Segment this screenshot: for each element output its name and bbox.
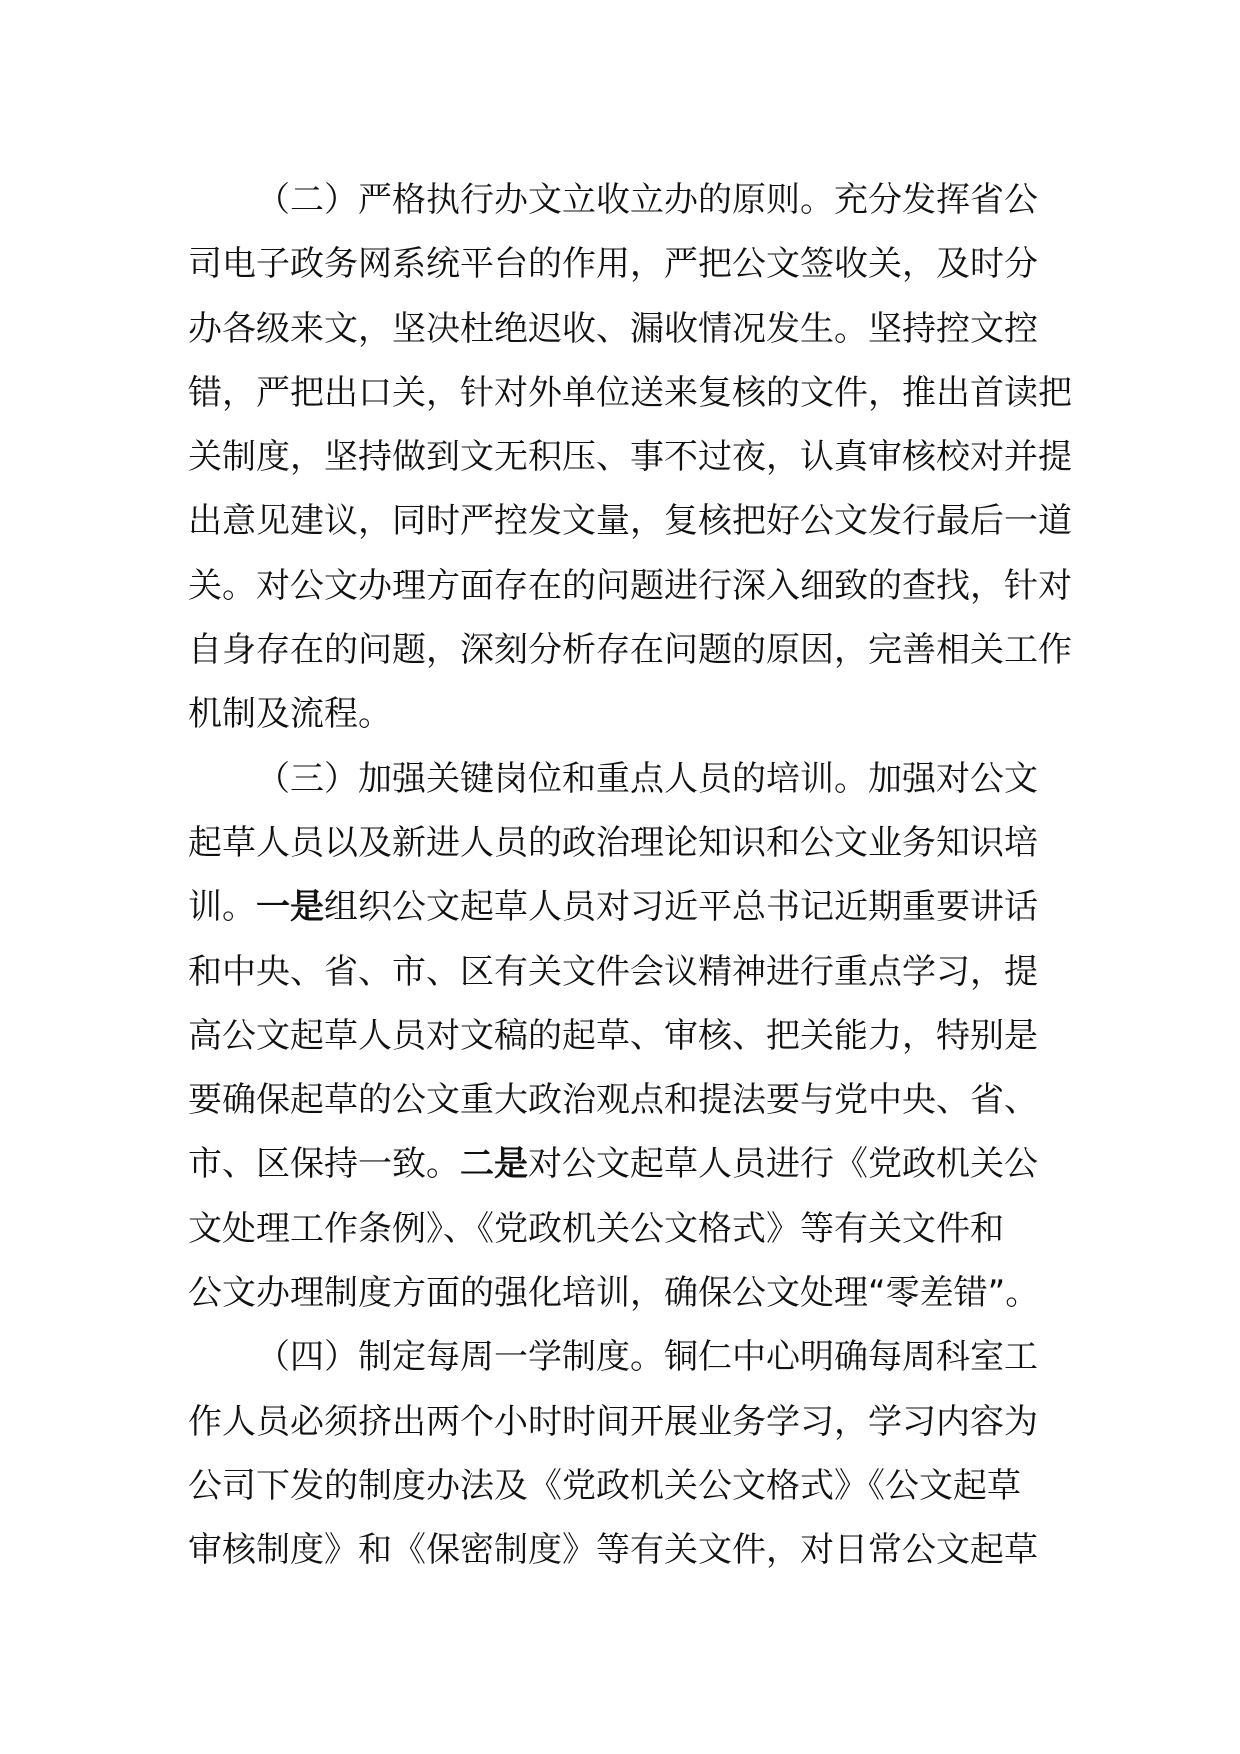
paragraph-line [188,297,1052,361]
line-text: 市、区保持一致。 [188,1144,460,1185]
paragraph-line [188,811,1052,875]
line-text: 公司下发的制度办法及《党政机关公文格式》《公文起草 [188,1465,1021,1506]
paragraph-line [188,875,1052,939]
line-text: （四）制定每周一学制度。铜仁中心明确每周科室工 [256,1337,1038,1378]
paragraph-line [188,618,1072,682]
paragraph [188,168,1072,747]
line-text: 关。对公文办理方面存在的问题进行深入细致的查找，针对 [188,565,1072,606]
paragraph [188,1325,1052,1582]
line-text: 出意见建议，同时严控发文量，复核把好公文发行最后一道 [188,501,1072,542]
line-text: 训。 [188,887,256,928]
paragraph-line [188,361,1072,425]
line-text: 关制度，坚持做到文无积压、事不过夜，认真审核校对并提 [188,437,1072,478]
paragraph-first-line [188,747,1052,811]
paragraph-first-line [188,168,1052,232]
line-text: 自身存在的问题，深刻分析存在问题的原因，完善相关工作 [188,630,1072,671]
line-text: 高公文起草人员对文稿的起草、审核、把关能力，特别是 [188,1015,1038,1056]
paragraph-line [188,554,1072,618]
paragraph-line [188,1518,1052,1582]
line-text: 公文办理制度方面的强化培训，确保公文处理“零差错”。 [188,1273,1040,1314]
line-text: （二）严格执行办文立收立办的原则。充分发挥省公 [256,180,1038,220]
line-text: 和中央、省、市、区有关文件会议精神进行重点学习，提 [188,951,1038,992]
line-text: 作人员必须挤出两个小时时间开展业务学习，学习内容为 [188,1401,1038,1442]
line-text: 审核制度》和《保密制度》等有关文件，对日常公文起草 [188,1530,1038,1571]
paragraph-line [188,1197,1052,1261]
paragraph-line [188,1132,1052,1196]
line-text: （三）加强关键岗位和重点人员的培训。加强对公文 [256,758,1038,799]
paragraph-line [188,425,1072,489]
line-text: 司电子政务网系统平台的作用，严把公文签收关，及时分 [188,244,1038,285]
line-text: 机制及流程。 [188,694,392,735]
paragraph [188,747,1052,1326]
body-text [188,168,1072,1583]
line-text: 办各级来文，坚决杜绝迟收、漏收情况发生。坚持控文控 [188,308,1038,349]
line-text: 对公文起草人员进行《党政机关公 [528,1144,1038,1185]
line-text: 错，严把出口关，针对外单位送来复核的文件，推出首读把 [188,372,1072,413]
emphasis-text: 一是 [256,887,324,928]
line-text: 起草人员以及新进人员的政治理论知识和公文业务知识培 [188,822,1038,863]
paragraph-line [188,682,1052,746]
paragraph-line [188,1454,1052,1518]
paragraph-line [188,489,1072,553]
paragraph-line [188,1390,1052,1454]
line-text: 要确保起草的公文重大政治观点和提法要与党中央、省、 [188,1080,1038,1121]
line-text: 组织公文起草人员对习近平总书记近期重要讲话 [324,887,1038,928]
paragraph-line [188,940,1052,1004]
paragraph-first-line [188,1325,1052,1389]
paragraph-line [188,1261,1052,1325]
paragraph-line [188,1068,1052,1132]
emphasis-text: 二是 [460,1144,528,1185]
line-text: 文处理工作条例》、《党政机关公文格式》等有关文件和 [188,1208,1004,1249]
paragraph-line [188,232,1052,296]
paragraph-line [188,1004,1052,1068]
